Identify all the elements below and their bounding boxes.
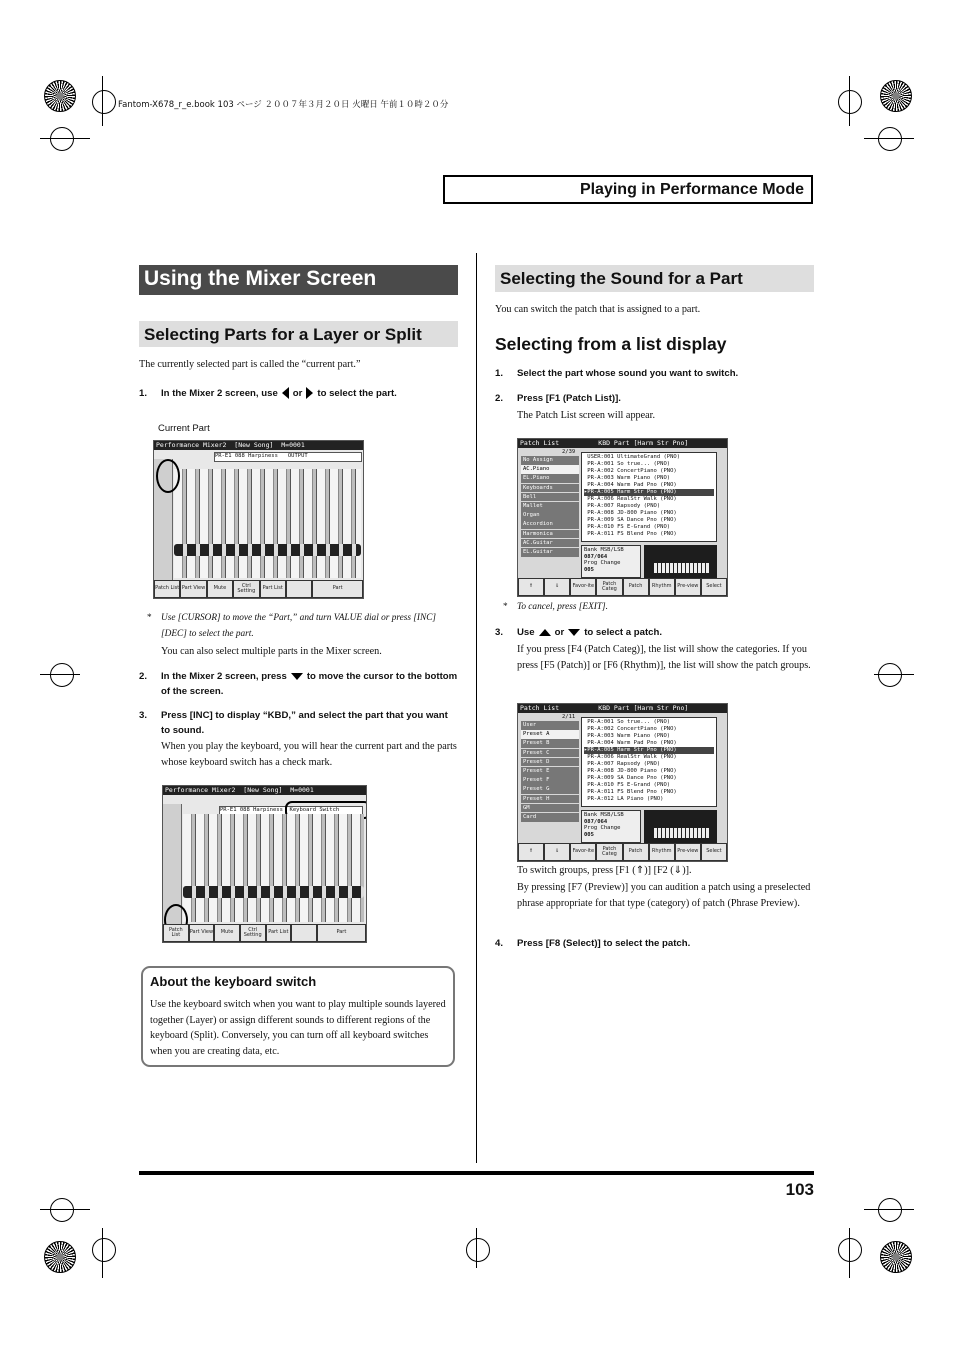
function-key[interactable]: ⇓ xyxy=(545,844,569,860)
category-item[interactable]: AC.Guitar xyxy=(521,539,579,548)
crosshair-mark xyxy=(878,127,902,151)
left-step-1 xyxy=(139,387,461,402)
category-item[interactable]: Card xyxy=(521,813,579,822)
patch-row[interactable]: PR-A:012 LA Piano (PNO) xyxy=(584,796,664,802)
function-key[interactable]: Rhythm xyxy=(650,579,674,595)
cursor-left-icon xyxy=(282,387,289,399)
patch-name-bar: PR-E1 088 Harpiness OUTPUT xyxy=(214,452,362,462)
category-item[interactable]: User xyxy=(521,721,579,730)
function-key[interactable]: ⇓ xyxy=(545,579,569,595)
patch-row[interactable]: PR-A:002 ConcertPiano (PNO) xyxy=(584,468,677,474)
fkey-ctrl-setting[interactable]: Ctrl Setting xyxy=(234,581,258,597)
crosshair-mark xyxy=(838,90,862,114)
page-indicator: 2/39 xyxy=(562,449,576,455)
cursor-down-icon xyxy=(568,629,580,636)
function-key[interactable]: Pre-view xyxy=(676,579,700,595)
category-item[interactable]: Preset D xyxy=(521,758,579,767)
patch-row[interactable]: PR-A:001 So true... (PNO) xyxy=(584,719,671,725)
left-step-3-body: When you play the keyboard, you will hear the current part and the parts whose keyboard switch has a check mark. xyxy=(161,741,457,768)
function-key[interactable]: Select xyxy=(702,579,726,595)
function-key[interactable]: ⇑ xyxy=(519,844,543,860)
category-item[interactable]: Preset C xyxy=(521,749,579,758)
function-key[interactable]: Patch Categ xyxy=(597,579,621,595)
function-key[interactable]: Favor-ite xyxy=(571,579,595,595)
right-note-cancel: * To cancel, press [EXIT]. xyxy=(503,602,608,612)
crosshair-mark xyxy=(878,663,902,687)
category-list xyxy=(521,456,579,557)
mixer-screen-1 xyxy=(153,440,364,599)
fkey-part-list[interactable]: Part List xyxy=(267,925,291,941)
patch-list xyxy=(581,452,717,542)
infobox-title: About the keyboard switch xyxy=(150,974,317,989)
fkey-part-view[interactable]: Part View xyxy=(181,581,205,597)
mixer-channel-strips xyxy=(183,814,364,922)
function-key[interactable]: Patch Categ xyxy=(597,844,621,860)
category-item[interactable]: Mallet xyxy=(521,502,579,511)
current-part-label: Current Part xyxy=(158,423,210,434)
mixer-channel-strips xyxy=(174,469,361,578)
category-item[interactable]: Preset A xyxy=(521,730,579,739)
registration-sun-mark xyxy=(44,80,76,112)
patch-list-screen-2 xyxy=(517,703,728,862)
left-step-2: 2. In the Mixer 2 screen, press to move the cursor to the bottom of the screen. xyxy=(139,671,458,697)
registration-sun-mark xyxy=(44,1241,76,1273)
mixer-knobs xyxy=(174,544,361,556)
right-step-2-body: The Patch List screen will appear. xyxy=(517,410,656,421)
function-key[interactable]: Favor-ite xyxy=(571,844,595,860)
patch-row[interactable]: PR-A:003 Warm Piano (PNO) xyxy=(584,733,671,739)
crosshair-mark xyxy=(838,1238,862,1262)
patch-row[interactable]: PR-A:001 So true... (PNO) xyxy=(584,461,671,467)
category-item[interactable]: Keyboards xyxy=(521,484,579,493)
patch-row[interactable]: PR-A:009 SA Dance Pno (PNO) xyxy=(584,517,677,523)
category-item[interactable]: Preset H xyxy=(521,795,579,804)
category-item[interactable]: Preset F xyxy=(521,776,579,785)
fkey-patch-list[interactable]: Patch List xyxy=(164,925,188,941)
infobox-body: Use the keyboard switch when you want to play multiple sounds layered together (Layer) or assign different sounds to different regions of the keyboard (Split). Conversely, you can turn off all keyboard switches when you are creating data, etc. xyxy=(150,999,446,1057)
patch-row[interactable]: PR-A:007 Rapsody (PNO) xyxy=(584,503,661,509)
mixer-title-bar: Performance Mixer2 [New Song] M=0001 xyxy=(154,441,363,450)
patch-row[interactable]: PR-A:006 RealStr Walk (PNO) xyxy=(584,754,677,760)
patch-row[interactable]: ▸PR-A:005 Harm Str Pno (PNO) xyxy=(584,747,714,754)
fkey-blank[interactable] xyxy=(292,925,316,941)
patch-row[interactable]: PR-A:006 RealStr Walk (PNO) xyxy=(584,496,677,502)
mixer-title-bar: Performance Mixer2 [New Song] M=0001 xyxy=(163,786,366,795)
category-item[interactable]: GM xyxy=(521,804,579,813)
patch-row[interactable]: PR-A:009 SA Dance Pno (PNO) xyxy=(584,775,677,781)
category-item[interactable]: AC.Piano xyxy=(521,465,579,474)
patch-row[interactable]: PR-A:010 FS E-Grand (PNO) xyxy=(584,524,671,530)
switch-groups-text: To switch groups, press [F1 (⇑)] [F2 (⇓)]. xyxy=(517,865,692,876)
patch-row[interactable]: PR-A:004 Warm Pad Pno (PNO) xyxy=(584,482,677,488)
category-item[interactable]: No Assign xyxy=(521,456,579,465)
keyboard-switch-infobox xyxy=(141,966,455,1067)
page-indicator: 2/11 xyxy=(562,714,576,720)
fkey-mute[interactable]: Mute xyxy=(215,925,239,941)
bank-info: Bank MSB/LSB 087/064 Prog Change 005 xyxy=(581,810,641,843)
right-step-3: 3. Use or to select a patch. xyxy=(495,627,663,638)
crosshair-mark xyxy=(92,90,116,114)
left-step-3: 3. Press [INC] to display “KBD,” and select the part that you want to sound. xyxy=(139,710,448,736)
right-step-4: 4. Press [F8 (Select)] to select the patch. xyxy=(495,938,691,949)
subheading-layer-split: Selecting Parts for a Layer or Split xyxy=(139,321,458,347)
function-key-bar xyxy=(163,924,366,942)
category-item[interactable]: Harmonica xyxy=(521,530,579,539)
category-item[interactable]: EL.Guitar xyxy=(521,548,579,557)
file-info: Fantom-X678_r_e.book 103 ページ ２００７年３月２０日 火曜日 午前１０時２０分 xyxy=(118,100,449,110)
function-key-bar xyxy=(518,843,727,861)
patch-row[interactable]: PR-A:011 FS Blend Pno (PNO) xyxy=(584,531,677,537)
left-note-cursor: * Use [CURSOR] to move the “Part,” and turn VALUE dial or press [INC] [DEC] to select the part. xyxy=(147,613,437,639)
patch-row[interactable]: PR-A:008 JD-800 Piano (PNO) xyxy=(584,768,677,774)
category-item[interactable]: Bell xyxy=(521,493,579,502)
patch-list-screen-1 xyxy=(517,438,728,597)
fkey-patch-list[interactable]: Patch List xyxy=(155,581,179,597)
page-number: 103 xyxy=(785,1180,814,1199)
patch-name-bar: PR-E1 088 Harpiness Keyboard Switch xyxy=(219,806,363,816)
section-header: Playing in Performance Mode xyxy=(443,175,813,204)
right-intro: You can switch the patch that is assigned to a part. xyxy=(495,304,701,315)
subheading-list-display: Selecting from a list display xyxy=(495,334,727,354)
crosshair-mark xyxy=(466,1238,490,1262)
bank-info: Bank MSB/LSB 087/064 Prog Change 005 xyxy=(581,545,641,578)
patch-row[interactable]: PR-A:003 Warm Piano (PNO) xyxy=(584,475,671,481)
footer-rule xyxy=(139,1171,814,1175)
patch-list-title-bar: Patch List KBD Part [Harm Str Pno] xyxy=(518,439,727,448)
crosshair-mark xyxy=(50,1198,74,1222)
group-list xyxy=(521,721,579,822)
function-key[interactable]: ⇑ xyxy=(519,579,543,595)
fkey-part[interactable]: Part xyxy=(318,925,365,941)
crosshair-mark xyxy=(92,1238,116,1262)
function-key[interactable]: Patch xyxy=(624,579,648,595)
fkey-part[interactable]: Part xyxy=(313,581,362,597)
crosshair-mark xyxy=(878,1198,902,1222)
patch-list-title-bar: Patch List KBD Part [Harm Str Pno] xyxy=(518,704,727,713)
step-text: In the Mixer 2 screen, use xyxy=(161,388,278,399)
cursor-down-icon xyxy=(291,673,303,680)
patch-list xyxy=(581,717,717,807)
piano-image xyxy=(644,810,717,843)
function-key[interactable]: Select xyxy=(702,844,726,860)
fkey-ctrl-setting[interactable]: Ctrl Setting xyxy=(241,925,265,941)
registration-sun-mark xyxy=(880,1241,912,1273)
fkey-blank[interactable] xyxy=(287,581,311,597)
mixer-knobs xyxy=(183,886,364,898)
category-item[interactable]: Accordion xyxy=(521,520,579,529)
subheading-select-sound: Selecting the Sound for a Part xyxy=(495,265,814,292)
right-step-2: 2. Press [F1 (Patch List)]. xyxy=(495,393,621,404)
patch-row[interactable]: PR-A:002 ConcertPiano (PNO) xyxy=(584,726,677,732)
fkey-part-list[interactable]: Part List xyxy=(261,581,285,597)
step-number: 1. xyxy=(139,388,148,399)
function-key[interactable]: Patch xyxy=(624,844,648,860)
fkey-part-view[interactable]: Part View xyxy=(190,925,214,941)
category-item[interactable]: EL.Piano xyxy=(521,474,579,483)
preview-text: By pressing [F7 (Preview)] you can audition a patch using a preselected phrase appropriate for that type (category) of patch (Phrase Preview). xyxy=(517,882,811,909)
right-step-1: 1. Select the part whose sound you want to switch. xyxy=(495,368,739,379)
category-item[interactable]: Preset G xyxy=(521,785,579,794)
crosshair-mark xyxy=(50,127,74,151)
step-text: or xyxy=(292,388,303,399)
function-key[interactable]: Rhythm xyxy=(650,844,674,860)
patch-row[interactable]: PR-A:007 Rapsody (PNO) xyxy=(584,761,661,767)
current-part-circle xyxy=(156,459,180,493)
step-text: to select the part. xyxy=(317,388,397,399)
patch-row[interactable]: PR-A:004 Warm Pad Pno (PNO) xyxy=(584,740,677,746)
patch-row[interactable]: ▸PR-A:005 Harm Str Pno (PNO) xyxy=(584,489,714,496)
category-item[interactable]: Preset E xyxy=(521,767,579,776)
category-item[interactable]: Organ xyxy=(521,511,579,520)
cursor-up-icon xyxy=(539,629,551,636)
crosshair-mark xyxy=(50,663,74,687)
patch-row[interactable]: PR-A:010 FS E-Grand (PNO) xyxy=(584,782,671,788)
category-item[interactable]: Preset B xyxy=(521,739,579,748)
function-key[interactable]: Pre-view xyxy=(676,844,700,860)
patch-row[interactable]: PR-A:008 JD-800 Piano (PNO) xyxy=(584,510,677,516)
left-intro: The currently selected part is called the “current part.” xyxy=(139,359,361,370)
cursor-right-icon xyxy=(306,387,313,399)
fkey-mute[interactable]: Mute xyxy=(208,581,232,597)
column-divider xyxy=(476,253,477,1163)
function-key-bar xyxy=(518,578,727,596)
function-key-bar xyxy=(154,580,363,598)
right-step-3-body: If you press [F4 (Patch Categ)], the list will show the categories. If you press [F5 (Patch)] or [F6 (Rhythm)], the list will show the patch groups. xyxy=(517,644,811,671)
patch-row[interactable]: USER:001 UltimateGrand (PNO) xyxy=(584,454,681,460)
patch-row[interactable]: PR-A:011 FS Blend Pno (PNO) xyxy=(584,789,677,795)
page-title: Using the Mixer Screen xyxy=(139,265,458,295)
left-note-follow: You can also select multiple parts in the Mixer screen. xyxy=(161,646,382,657)
registration-sun-mark xyxy=(880,80,912,112)
piano-image xyxy=(644,545,717,578)
mixer-screen-2 xyxy=(162,785,367,943)
